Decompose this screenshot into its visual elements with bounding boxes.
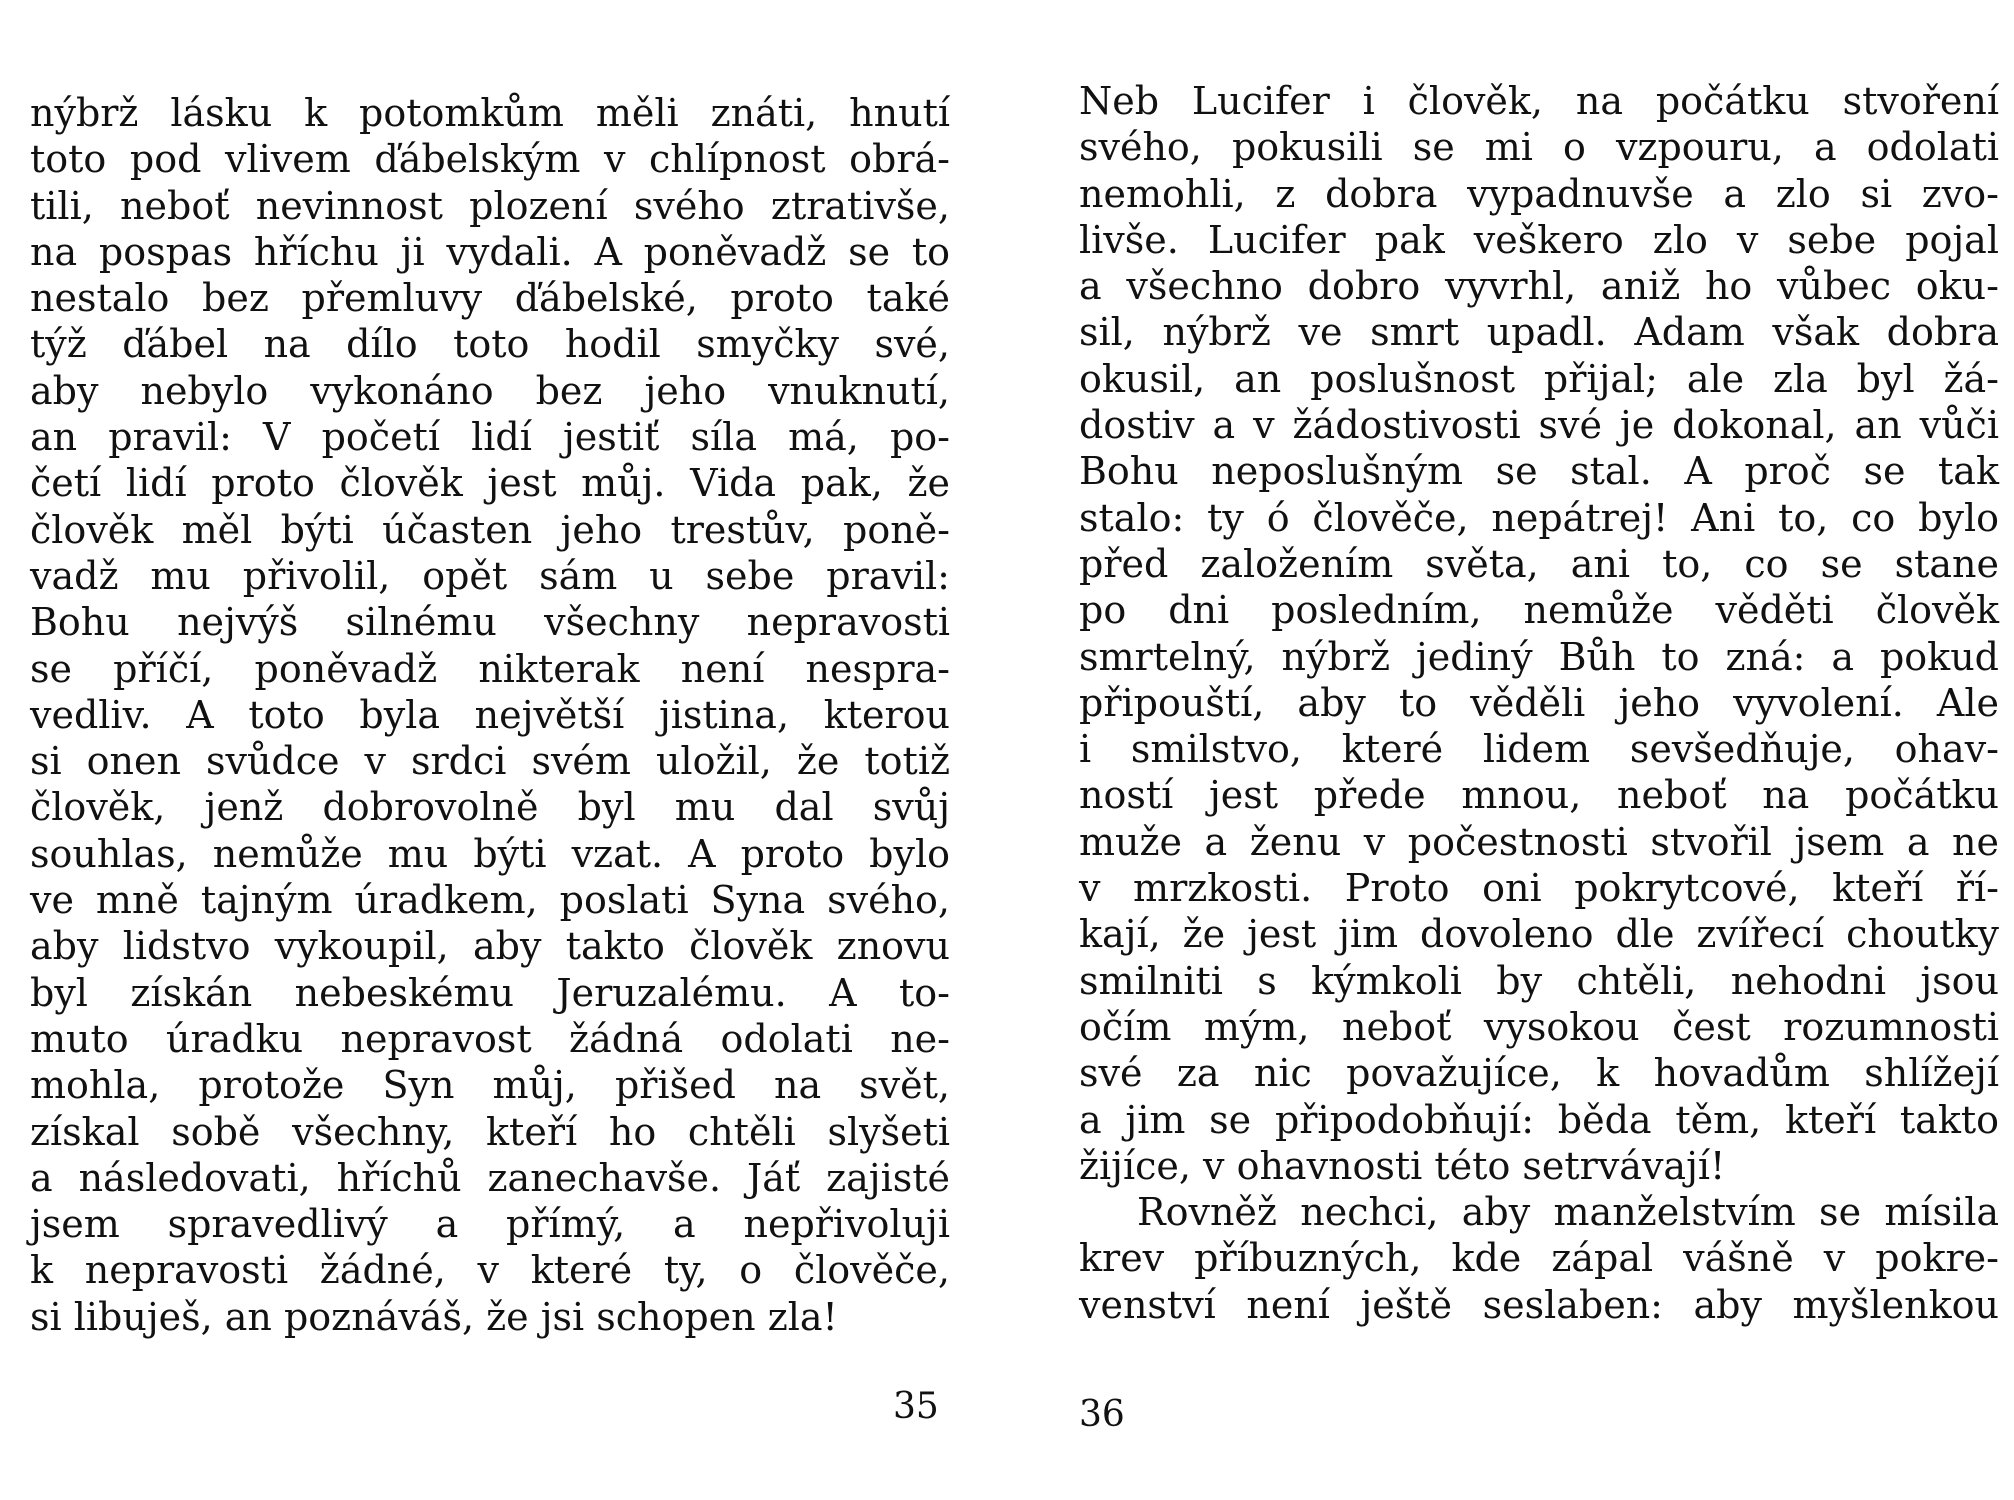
text-line: toto pod vlivem ďábelským v chlípnost obrá- (30, 137, 950, 182)
text-line: byl získán nebeskému Jeruzalému. A to- (30, 970, 950, 1015)
text-line: připouští, aby to věděli jeho vyvolení. Ale (1079, 680, 1999, 725)
text-line: ve mně tajným úradkem, poslati Syna svého, (30, 878, 950, 923)
text-line: tili, neboť nevinnost plození svého ztrativše, (30, 183, 950, 228)
text-line: po dni posledním, nemůže věděti člověk (1079, 588, 1999, 633)
text-line: si onen svůdce v srdci svém uložil, že totiž (30, 739, 950, 784)
text-line: kají, že jest jim dovoleno dle zvířecí choutky (1079, 912, 1999, 957)
text-line: smilniti s kýmkoli by chtěli, nehodni jsou (1079, 958, 1999, 1003)
text-line: an pravil: V početí lidí jestiť síla má, po- (30, 415, 950, 460)
text-line: Rovněž nechci, aby manželstvím se mísila (1137, 1190, 1999, 1235)
text-line: souhlas, nemůže mu býti vzat. A proto bylo (30, 831, 950, 876)
text-line: své za nic považujíce, k hovadům shlížejí (1079, 1051, 1999, 1096)
text-line: k nepravosti žádné, v které ty, o člověče, (30, 1248, 950, 1293)
text-line: Bohu neposlušným se stal. A proč se tak (1079, 449, 1999, 494)
text-line: žijíce, v ohavnosti této setrvávají! (1079, 1143, 1726, 1188)
text-line: si libuješ, an poznáváš, že jsi schopen zla! (30, 1294, 838, 1339)
text-line: sil, nýbrž ve smrt upadl. Adam však dobra (1079, 310, 1999, 355)
text-line: muže a ženu v počestnosti stvořil jsem a ne (1079, 819, 1999, 864)
text-line: získal sobě všechny, kteří ho chtěli slyšeti (30, 1109, 950, 1154)
text-line: vedliv. A toto byla největší jistina, kterou (30, 692, 950, 737)
text-line: venství není ještě seslaben: aby myšlenkou (1079, 1282, 1999, 1327)
text-line: ností jest přede mnou, neboť na počátku (1079, 773, 1999, 818)
text-line: jsem spravedlivý a přímý, a nepřivoluji (30, 1202, 950, 1247)
text-line: muto úradku nepravost žádná odolati ne- (30, 1016, 950, 1061)
text-line: svého, pokusili se mi o vzpouru, a odolati (1079, 125, 1999, 170)
text-line: týž ďábel na dílo toto hodil smyčky své, (30, 322, 950, 367)
text-line: smrtelný, nýbrž jediný Bůh to zná: a pokud (1079, 634, 1999, 679)
text-line: stalo: ty ó člověče, nepátrej! Ani to, co bylo (1079, 495, 1999, 540)
text-line: nýbrž lásku k potomkům měli znáti, hnutí (30, 91, 950, 135)
text-line: nestalo bez přemluvy ďábelské, proto také (30, 276, 950, 321)
text-line: Neb Lucifer i člověk, na počátku stvoření (1079, 79, 1999, 123)
text-line: a následovati, hříchů zanechavše. Jáť zajisté (30, 1155, 950, 1200)
right-page (1007, 0, 2014, 1500)
text-line: i smilstvo, které lidem sevšedňuje, ohav- (1079, 727, 1999, 772)
text-line: dostiv a v žádostivosti své je dokonal, an vůči (1079, 403, 1999, 448)
text-line: nemohli, z dobra vypadnuvše a zlo si zvo- (1079, 171, 1999, 216)
left-page-text (30, 90, 950, 1340)
text-line: aby nebylo vykonáno bez jeho vnuknutí, (30, 368, 950, 413)
text-line: krev příbuzných, kde zápal vášně v pokre- (1079, 1236, 1999, 1281)
page-number: 35 (893, 1386, 939, 1427)
text-line: livše. Lucifer pak veškero zlo v sebe pojal (1079, 217, 1999, 262)
text-line: před založením světa, ani to, co se stane (1079, 541, 1999, 586)
page-number: 36 (1079, 1394, 1125, 1435)
right-page-text (1079, 78, 1999, 1328)
text-line: se příčí, poněvadž nikterak není nespra- (30, 646, 950, 691)
text-line: četí lidí proto člověk jest můj. Vida pak, že (30, 461, 950, 506)
text-line: Bohu nejvýš silnému všechny nepravosti (30, 600, 950, 645)
text-line: a jim se připodobňují: běda těm, kteří takto (1079, 1097, 1999, 1142)
text-line: v mrzkosti. Proto oni pokrytcové, kteří ří- (1079, 866, 1999, 911)
text-line: aby lidstvo vykoupil, aby takto člověk znovu (30, 924, 950, 969)
text-line: člověk měl býti účasten jeho trestův, poně- (30, 507, 950, 552)
text-line: mohla, protože Syn můj, přišed na svět, (30, 1063, 950, 1108)
text-line: očím mým, neboť vysokou čest rozumnosti (1079, 1004, 1999, 1049)
text-line: okusil, an poslušnost přijal; ale zla byl žá- (1079, 356, 1999, 401)
text-line: na pospas hříchu ji vydali. A poněvadž se to (30, 229, 950, 274)
text-line: vadž mu přivolil, opět sám u sebe pravil: (30, 553, 950, 598)
text-line: člověk, jenž dobrovolně byl mu dal svůj (30, 785, 950, 830)
text-line: a všechno dobro vyvrhl, aniž ho vůbec oku- (1079, 264, 1999, 309)
